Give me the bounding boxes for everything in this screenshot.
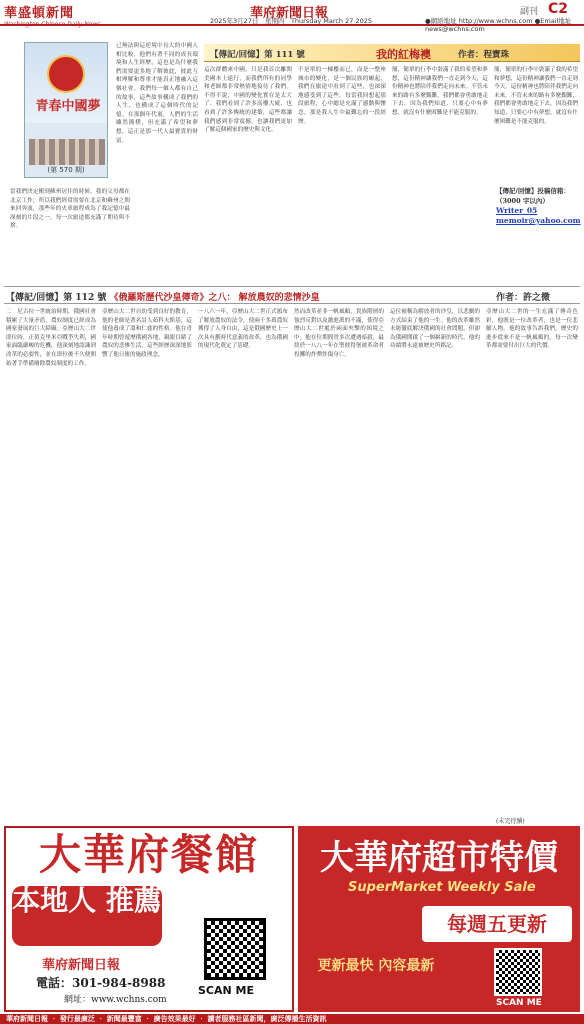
image-crowd — [29, 139, 105, 165]
article2-col-4: 然而改革並非一帆風順，貴族階層的強烈反對以及激進派的不滿，使得亞歷山大二世處於兩面夾擊的困境之中。他在位期間曾多次遭遇暗殺，最終於一八八一年在聖彼得堡被革命者投擲的炸彈炸傷身亡。 — [294, 309, 384, 358]
scan-me-label: SCAN ME — [198, 984, 255, 997]
restaurant-name: 大華府餐館 — [6, 828, 292, 882]
restaurant-web[interactable]: 網址：www.wchns.com — [64, 995, 167, 1005]
article1-col-e: 簡，簡單的行李中裝滿了我的希望和夢想，這份精神讓我們一直走到今天，這份精神也將陪伴我們走向未來。不管未來的路有多麼艱難，我們都會勇敢地走下去，因為我們知道，只要心中有夢想，就沒有什麼困難是不能克服的。 — [392, 67, 488, 116]
supermarket-update-note: 更新最快 內容最新 — [317, 958, 435, 974]
article1-col-d: 不是單的一棟樓而已，而是一整座城市的變化，是一個民族的崛起，我們在旅途中看到了這些，也深深地感受到了這些。每當我回想起那段旅程，心中總是充滿了感動與懷念，那是我人生中最難忘的一段經歷。 — [298, 67, 386, 125]
article2-col-3: 一八六一年，亞歷山大二世正式頒布了解放農奴的法令，使兩千多萬農奴獲得了人身自由，這是俄國歷史上一次具有劃時代意義的改革，也為俄國的現代化奠定了基礎。 — [198, 309, 288, 350]
sub-header — [0, 16, 584, 33]
contribution-box — [496, 186, 581, 226]
restaurant-tagline: 本地人 推薦 — [12, 886, 162, 946]
article2-col-5: 這位被稱為解放者的沙皇，以悲劇的方式結束了他的一生。他的改革雖然未能徹底解決俄國的社會問題，但卻為俄國開啟了一個嶄新的時代，他的功績將永遠被歷史所銘記。 — [390, 309, 480, 350]
logo-en-text: Washington Chinese Daily News — [4, 21, 101, 28]
logo-cn-text: 華盛頓新聞 — [4, 6, 75, 21]
article2-book-title: 《俄羅斯歷代沙皇傳奇》之八： — [109, 293, 236, 303]
restaurant-phone: 電話：301-984-8988 — [36, 976, 166, 990]
image-title: 青春中國夢 — [35, 99, 101, 114]
article2-author: 作者：許之微 — [496, 293, 551, 303]
article1-series: 【傳記/回憶】第 111 號 — [210, 50, 305, 60]
issue-date: 2025年3月27日 星期四 Thursday March 27 2025 — [210, 17, 372, 25]
qr-code-icon[interactable] — [204, 918, 266, 980]
image-emblem — [47, 55, 85, 93]
header-title: 華府新聞日報 — [250, 6, 329, 21]
article1-title-bar — [204, 44, 580, 62]
supermarket-en: SuperMarket Weekly Sale — [348, 880, 536, 895]
article1-col-b: 已無法與這逆境中長大的中國人相比較，他們有著不同的成長環境和人生經歷，這也是為什麼我們需要更多地了解彼此，彼此互相理解和尊重才能真正地融入這個社會。我們每一個人都有自己的故事，這些故事構成了我們的人生，也構成了這個時代的記憶。在那個年代裏，人們的生活雖然簡樸，但充滿了希望和夢想，這正是那一代人最寶貴的財富。 — [116, 43, 198, 144]
qr-code-icon[interactable] — [494, 948, 542, 996]
page-number: C2 — [548, 1, 569, 17]
article-image — [24, 42, 108, 178]
page-footer: 華府新聞日報 ‧ 發行最廣泛 ‧ 新聞最豐富 ‧ 廣告效果最好 ‧ 讀者服務社區新聞，廣泛傳播生活資訊 — [0, 1014, 584, 1024]
article1-col-f: 簡，簡單的行李中裝滿了我的希望和夢想，這份精神讓我們一直走到今天，這份精神也將陪伴我們走向未來。不管未來的路有多麼艱難，我們都會勇敢地走下去，因為我們知道，只要心中有夢想，就沒有什麼困難是不能克服的。 — [494, 67, 578, 125]
article1-col-a: 當我們決定搬到蘇州居住的時候，我的父母都在北京工作，所以我們經常需要在北京和蘇州之間來回奔波，那些年的火車旅程成為了我記憶中最深刻的片段之一，每一次旅途都充滿了期待與不捨。 — [10, 189, 130, 230]
article2-series: 【傳記/回憶】第 112 號 — [6, 293, 107, 303]
supermarket-ad[interactable] — [298, 826, 580, 1012]
article1-title: 我的紅梅襖 — [376, 48, 431, 61]
image-caption: (第 570 期) — [47, 166, 85, 174]
contrib-fee: （3000 字以內） — [496, 197, 549, 205]
contact-line: ●網絡地址 http://www.wchns.com ●Email地址news@wchns.com — [425, 17, 572, 33]
article2-col-2: 亞歷山大二世自幼受到良好的教育，他的老師是著名詩人茹科夫斯基，這使他養成了溫和仁慈的性格。他在青年時期曾遊歷俄國各地，親眼目睹了農奴的悲慘生活，這些經歷深深地影響了他日後的施政理念。 — [102, 309, 192, 358]
restaurant-ad[interactable] — [4, 826, 294, 1012]
contrib-email-link[interactable]: Writer_05 memoir@yahoo.com — [496, 206, 581, 225]
to-be-continued: (未完待續) — [496, 818, 525, 825]
contrib-label: 【傳記/回憶】投稿信箱： — [496, 187, 570, 195]
restaurant-paper: 華府新聞日報 — [42, 958, 121, 973]
article2-col-1: 二 尼古拉一世統治時期，俄國社會積累了大量矛盾，農奴制度已經成為國家發展的巨大障礙。亞歷山大二世即位時，正值克里米亞戰爭失利，國家面臨嚴峻的危機，他深刻地認識到改革的必要性，並在即位後不久便開始著手準備廢除農奴制度的工作。 — [6, 309, 96, 367]
article1-col-c: 這次群體來中國，只是我首次離開美國本土遠行，而我們所有的同學和老師都非常熱情地接待了我們。不得不說，中國的變化實在是太大了，我們看到了許多高樓大廈，也看到了許多傳統的建築，這些都讓我們感到非常震撼，也讓我們更加了解這個國家的歷史與文化。 — [204, 67, 292, 134]
article1-author: 作者：程寶珠 — [458, 50, 510, 60]
supermarket-update-day: 每週五更新 — [422, 906, 572, 942]
section-label: 副刊 — [520, 7, 539, 17]
article2-header — [4, 286, 580, 304]
scan-me-label: SCAN ME — [496, 998, 542, 1008]
article2-title-line — [6, 290, 320, 303]
article2-col-6: 亞歷山大二世的一生充滿了傳奇色彩，他既是一位改革者，也是一位悲劇人物。他的故事告訴我們，歷史的進步從來不是一帆風順的，每一次變革都需要付出巨大的代價。 — [486, 309, 578, 350]
supermarket-name: 大華府超市特價 — [320, 838, 558, 878]
article2-chapter: 解放農奴的悲情沙皇 — [238, 293, 320, 303]
